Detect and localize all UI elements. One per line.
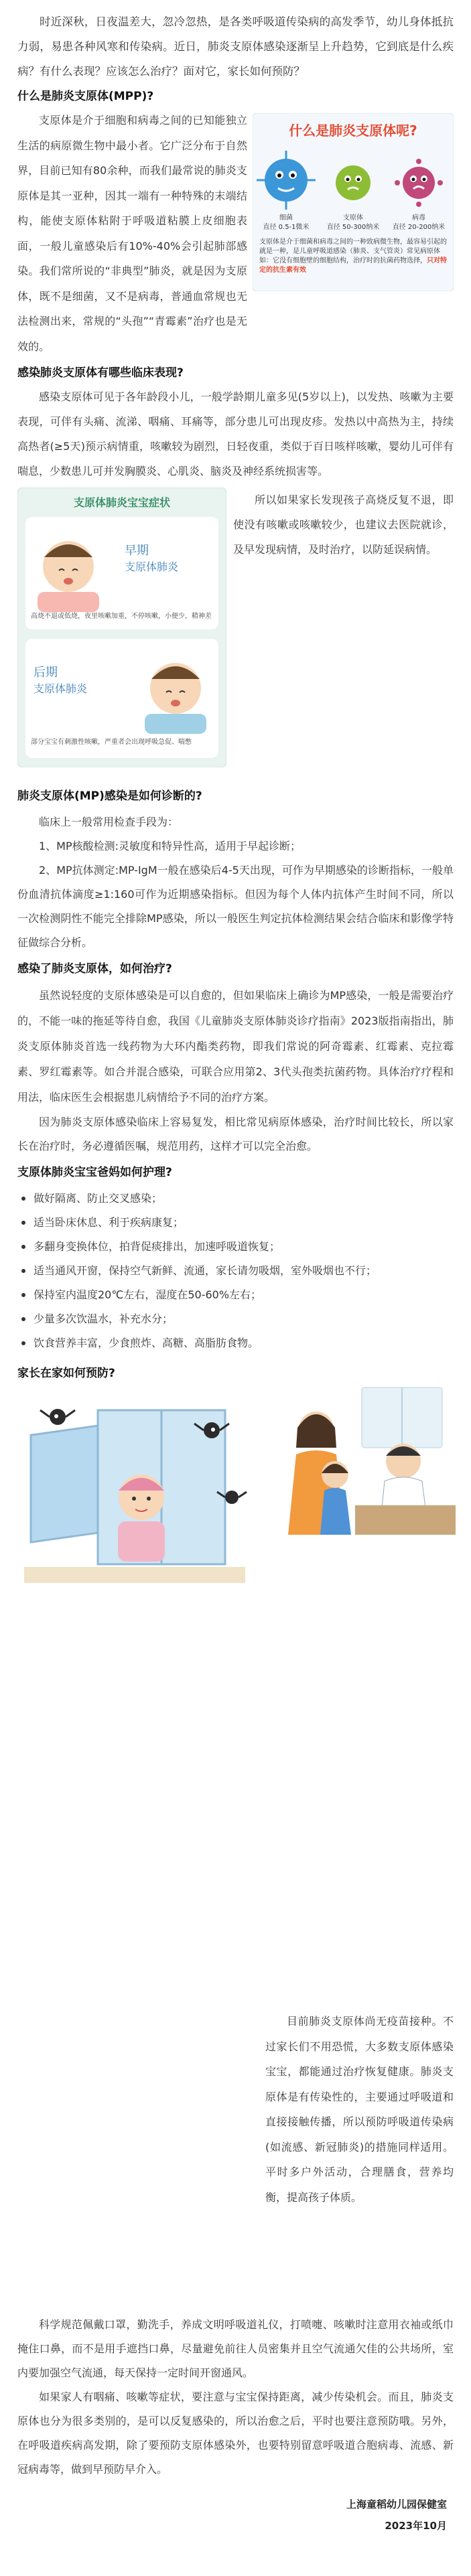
figure-caption: 支原体是介于细菌和病毒之间的一种致病微生物，最容易引起的就是一种，是儿童呼吸道感染（肺炎、支气管炎）常见病原体如：它没有细胞壁的细胞结构，治疗时的抗菌药物选择，只对特定的抗生素有效	[259, 238, 447, 274]
symptoms-figure-title: 支原体肺炎宝宝症状	[73, 496, 170, 509]
symptoms-right-column	[233, 487, 454, 562]
section-what-is-mpp	[17, 108, 454, 359]
care-item: 多翻身变换体位，拍背促痰排出，加速呼吸道恢复；	[17, 1235, 454, 1259]
treatment-compliance-paragraph: 因为肺炎支原体感染临床上容易复发，相比常见病原体感染，治疗时间比较长，所以家长在治疗时，务必遵循医嘱，规范用药，这样才可以完全治愈。	[17, 1116, 454, 1152]
window-child-illustration	[17, 1390, 252, 1591]
section-heading-care: 支原体肺炎宝宝爸妈如何护理?	[17, 1166, 172, 1179]
late-stage-label: 后期 支原体肺炎	[33, 666, 88, 695]
footer	[17, 2494, 454, 2536]
doctor-illustration	[261, 1381, 456, 1535]
intro-paragraph: 时近深秋，日夜温差大，忽冷忽热，是各类呼吸道传染病的高发季节，幼儿身体抵抗力弱，易患各种风寒和传染病。近日，肺炎支原体感染逐渐呈上升趋势，它到底是什么疾病？有什么表现？应该怎么治疗？面对它，家长如何预防？	[17, 15, 454, 78]
early-stage-description: 高烧不退或低烧，夜里咳嗽加重，不停咳嗽，小便少，精神差	[31, 613, 212, 620]
treatment-paragraph: 虽然说轻度的支原体感染是可以自愈的，但如果临床上确诊为MP感染，一般是需要治疗的，不能一味的拖延等待自愈，我国《儿童肺炎支原体肺炎诊疗指南》2023版指南指出，肺炎支原体肺炎首选一线药物为大环内酯类药物，即我们常说的阿奇霉素、红霉素、克拉霉素、罗红霉素等。如合并混合感染，可联合应用第2、3代头孢类抗菌药物。具体治疗疗程和用法，临床医生会根据患儿病情给予不同的治疗方案。	[17, 989, 454, 1104]
care-item: 适当卧床休息、利于疾病康复；	[17, 1211, 454, 1235]
footer-organization: 上海童稻幼儿园保健室	[346, 2498, 447, 2510]
bacteria-caption: 细菌 直径 0.5-1微米	[263, 214, 310, 231]
footer-date: 2023年10月	[385, 2520, 447, 2532]
prevention-figure	[17, 1390, 252, 1591]
care-item: 少量多次饮温水，补充水分；	[17, 1307, 454, 1331]
mycoplasma-icon	[336, 165, 371, 200]
symptoms-figure	[17, 487, 226, 767]
symptoms-advice-paragraph: 所以如果家长发现孩子高烧反复不退，即使没有咳嗽或咳嗽较少，也建议去医院就诊，及早发现病情，及时治疗，以防延误病情。	[233, 494, 454, 556]
section-treatment	[17, 983, 454, 1110]
section-heading-what-is-mpp: 什么是肺炎支原体(MPP)?	[17, 90, 154, 103]
care-item: 饮食营养丰富，少食煎炸、高糖、高脂肪食物。	[17, 1331, 454, 1355]
mycoplasma-caption: 支原体 直径 50-300纳米	[326, 214, 380, 231]
care-item: 保持室内温度20℃左右，湿度在50-60%左右；	[17, 1283, 454, 1307]
symptoms-illustration	[17, 487, 226, 767]
what-is-mycoplasma-figure	[253, 113, 454, 291]
symptoms-intro-paragraph: 感染支原体可见于各年龄段小儿，一般学龄期儿童多见(5岁以上)，以发热、咳嗽为主要表现，可伴有头痛、流涕、咽痛、耳痛等，部分患儿可出现皮疹。发热以中高热为主，持续高热者(≥5天)预示病情重，咳嗽较为剧烈，日轻夜重，类似于百日咳样咳嗽，婴幼儿可伴有喘息，少数患儿可并发胸膜炎、心肌炎、脑炎及神经系统损害等。	[17, 390, 454, 477]
diagnosis-item-2: 2、MP抗体测定:MP-IgM一般在感染后4-5天出现，可作为早期感染的诊断指标，一般单份血清抗体滴度≥1:160可作为近期感染指标。但因为每个人体内抗体产生时间不同，所以一次检测阴性不能完全排除MP感染，所以一般医生判定抗体检测结果会结合临床和影像学特征做综合分析。	[17, 864, 454, 949]
care-item: 做好隔离、防止交叉感染；	[17, 1187, 454, 1211]
section-heading-symptoms: 感染肺炎支原体有哪些临床表现?	[17, 366, 184, 380]
care-list	[17, 1187, 454, 1355]
section-heading-diagnosis: 肺炎支原体(MP)感染是如何诊断的?	[17, 789, 202, 803]
prevention-paragraph-3: 如果家人有咽痛、咳嗽等症状，要注意与宝宝保持距离，减少传染机会。而且，肺炎支原体也分为很多类别的，是可以反复感染的，所以治愈之后，平时也要注意预防哦。另外，在呼吸道疾病高发期，除了要预防支原体感染外，也要特别留意呼吸道合胞病毒、流感、新冠病毒等，做到早预防早介入。	[17, 2391, 454, 2476]
diagnosis-item-1: 1、MP核酸检测:灵敏度和特异性高，适用于早起诊断；	[39, 840, 301, 852]
late-stage-description: 部分宝宝有刺激性咳嗽，严重者会出现呼吸急促、喘憋	[31, 739, 192, 746]
virus-caption: 病毒 直径 20-200纳米	[392, 214, 446, 231]
diagnosis-intro: 临床上一般常用检查手段为：	[39, 816, 179, 828]
mpp-definition-paragraph: 支原体是介于细胞和病毒之间的已知能独立生活的病原微生物中最小者。它广泛分布于自然界，目前已知有80余种，而我们最常说的肺炎支原体是其一亚种，因其一端有一种特殊的末端结构，能使支原体粘附于呼吸道粘膜上皮细胞表面，一般儿童感染后有10%-40%会引起肺部感染。我们常所说的“非典型”肺炎，就是因为支原体，既不是细菌，又不是病毒，普通血常规也无法检测出来，常规的“头孢”“青霉素”治疗也是无效的。	[17, 114, 247, 353]
early-stage-label: 早期 支原体肺炎	[125, 544, 179, 573]
prevention-paragraph-1: 目前肺炎支原体尚无疫苗接种。不过家长们不用恐慌，大多数支原体感染宝宝，都能通过治疗恢复健康。肺炎支原体是有传染性的，主要通过呼吸道和直接接触传播，所以预防呼吸道传染病(如流感、新冠肺炎)的措施同样适用。平时多户外活动，合理膳食，营养均衡，提高孩子体质。	[265, 2015, 454, 2204]
figure-title: 什么是肺炎支原体呢?	[289, 123, 417, 139]
section-heading-treatment: 感染了肺炎支原体，如何治疗?	[17, 962, 172, 976]
doctor-figure	[261, 1381, 456, 1535]
prevention-paragraph-2: 科学规范佩戴口罩，勤洗手，养成文明呼吸道礼仪，打喷嚏、咳嗽时注意用衣袖或纸巾掩住口鼻，而不是用手遮挡口鼻，尽量避免前往人员密集并且空气流通欠佳的公共场所，室内要加强空气流通，每天保持一定时间开窗通风。	[17, 2318, 454, 2379]
section-symptoms	[17, 487, 454, 767]
child-icon	[320, 1461, 351, 1535]
section-heading-prevention: 家长在家如何预防?	[17, 1367, 115, 1380]
prevention-tail	[17, 2313, 454, 2536]
care-item: 适当通风开窗，保持空气新鲜、流通，家长请勿吸烟，室外吸烟也不行；	[17, 1259, 454, 1283]
